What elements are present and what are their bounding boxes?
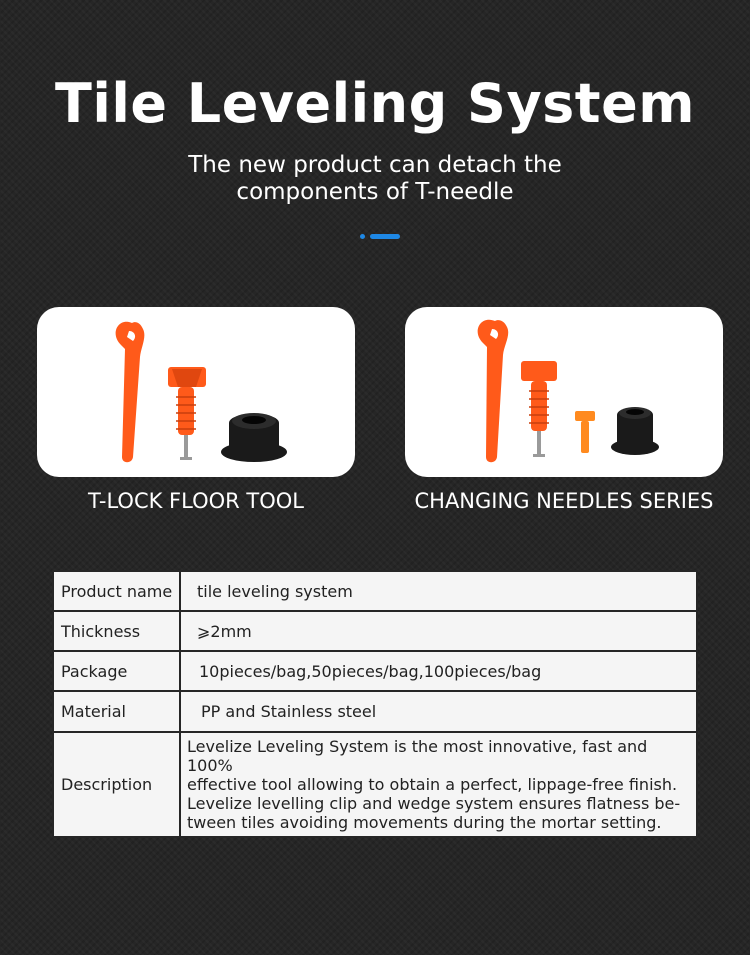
product-photo-t-lock	[37, 307, 355, 477]
card-label-changing-needles: CHANGING NEEDLES SERIES	[414, 489, 714, 513]
spec-value: PP and Stainless steel	[180, 691, 697, 732]
spec-value: ⩾2mm	[180, 611, 697, 651]
spec-key: Description	[53, 732, 180, 837]
subtitle	[0, 152, 750, 206]
description-line: Levelize levelling clip and wedge system ensures flatness be-	[187, 794, 681, 813]
table-row	[53, 571, 697, 611]
divider-bar	[370, 234, 400, 239]
spec-key: Package	[53, 651, 180, 691]
table-row	[53, 651, 697, 691]
product-photo-changing-needles	[405, 307, 723, 477]
spec-value: 10pieces/bag,50pieces/bag,100pieces/bag	[180, 651, 697, 691]
hook-tool-icon	[116, 322, 145, 463]
base-cap-icon	[611, 407, 659, 455]
description-line: effective tool allowing to obtain a perfect, lippage-free finish.	[187, 775, 678, 794]
subtitle-line-2: components of T-needle	[236, 179, 514, 205]
spec-key: Material	[53, 691, 180, 732]
spec-key: Product name	[53, 571, 180, 611]
description-line: Levelize Leveling System is the most innovative, fast and 100%	[187, 737, 648, 775]
spec-key: Thickness	[53, 611, 180, 651]
base-cap-icon	[221, 413, 287, 462]
spec-description	[180, 732, 697, 837]
table-row	[53, 611, 697, 651]
table-row	[53, 732, 697, 837]
small-t-pin-icon	[575, 411, 595, 453]
card-label-t-lock: T-LOCK FLOOR TOOL	[87, 489, 304, 513]
subtitle-line-1: The new product can detach the	[188, 152, 562, 178]
t-needle-icon	[168, 367, 206, 460]
product-card-changing-needles	[405, 307, 723, 477]
product-card-t-lock	[37, 307, 355, 477]
spec-table	[52, 570, 698, 838]
spec-value: tile leveling system	[180, 571, 697, 611]
divider-dot	[360, 234, 365, 239]
hook-tool-icon	[478, 320, 509, 463]
t-needle-icon	[521, 361, 557, 457]
table-row	[53, 691, 697, 732]
description-line: tween tiles avoiding movements during the mortar setting.	[187, 813, 662, 832]
page-title: Tile Leveling System	[55, 72, 695, 135]
